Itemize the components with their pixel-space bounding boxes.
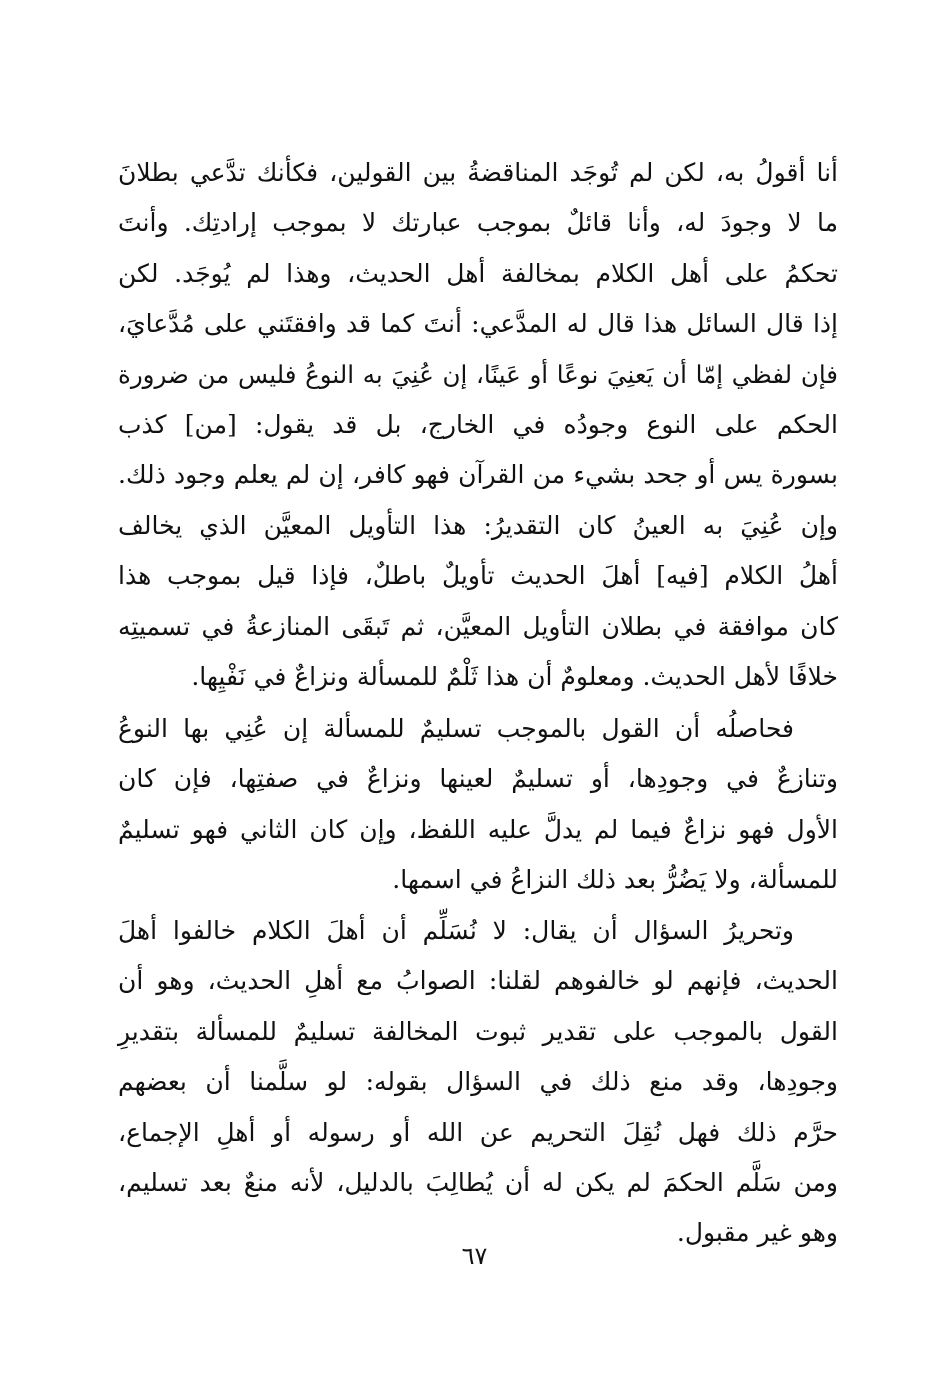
text-line: خلافًا لأهل الحديث. ومعلومٌ أن هذا ثَلْمٌ للمسألة ونزاعٌ في نَفْيِها. (191, 661, 838, 691)
text-line: وإن عُنِيَ به العينُ كان التقديرُ: هذا التأويل المعيَّن الذي يخالف (118, 510, 838, 540)
paragraph-2 (118, 704, 838, 906)
text-line: حرَّم ذلك فهل نُقِلَ التحريم عن الله أو رسوله أو أهلِ الإجماع، (118, 1117, 838, 1147)
text-line: وهو غير مقبول. (676, 1218, 838, 1248)
paragraph-1 (118, 148, 838, 702)
text-line: أهلُ الكلام [فيه] أهلَ الحديث تأويلٌ باطلٌ، فإذا قيل بموجب هذا (118, 561, 838, 591)
text-line: فحاصلُه أن القول بالموجب تسليمٌ للمسألة إن عُنِي بها النوعُ (118, 714, 794, 743)
text-line: الأول فهو نزاعٌ فيما لم يدلَّ عليه اللفظ، وإن كان الثاني فهو تسليمٌ (118, 814, 838, 844)
text-line: أنا أقولُ به، لكن لم تُوجَد المناقضةُ بين القولين، فكأنك تدَّعي بطلانَ (118, 158, 838, 187)
paragraph-3 (118, 906, 838, 1259)
text-line: للمسألة، ولا يَضُرُّ بعد ذلك النزاعُ في اسمها. (392, 865, 838, 895)
text-line: بسورة يس أو جحد بشيء من القرآن فهو كافر، إن لم يعلم وجود ذلك. (118, 460, 838, 490)
text-line: ومن سَلَّم الحكمَ لم يكن له أن يُطالِبَ بالدليل، لأنه منعٌ بعد تسليم، (118, 1167, 838, 1197)
text-line: وجودِها، وقد منع ذلك في السؤال بقوله: لو سلَّمنا أن بعضهم (118, 1067, 838, 1097)
text-line: تحكمُ على أهل الكلام بمخالفة أهل الحديث، وهذا لم يُوجَد. لكن (118, 258, 838, 288)
text-line: إذا قال السائل هذا قال له المدَّعي: أنتَ كما قد وافقتَني على مُدَّعايَ، (118, 309, 838, 339)
text-line: الحكم على النوع وجودُه في الخارج، بل قد يقول: [من] كذب (118, 409, 838, 439)
text-line: وتحريرُ السؤال أن يقال: لا نُسَلِّم أن أهلَ الكلام خالفوا أهلَ (118, 916, 794, 945)
text-line: ما لا وجودَ له، وأنا قائلٌ بموجب عبارتك لا بموجب إرادتِك. وأنتَ (118, 208, 838, 238)
text-line: القول بالموجب على تقدير ثبوت المخالفة تسليمٌ للمسألة بتقديرِ (118, 1016, 838, 1046)
text-line: الحديث، فإنهم لو خالفوهم لقلنا: الصوابُ مع أهلِ الحديث، وهو أن (118, 966, 838, 996)
page-number: ٦٧ (461, 1242, 488, 1270)
text-line: وتنازعٌ في وجودِها، أو تسليمٌ لعينها ونزاعٌ في صفتِها، فإن كان (118, 764, 838, 794)
text-line: كان موافقة في بطلان التأويل المعيَّن، ثم تَبقَى المنازعةُ في تسميتِه (118, 611, 838, 641)
text-line: فإن لفظي إمّا أن يَعنِيَ نوعًا أو عَينًا، إن عُنِيَ به النوعُ فليس من ضرورة (118, 359, 838, 389)
